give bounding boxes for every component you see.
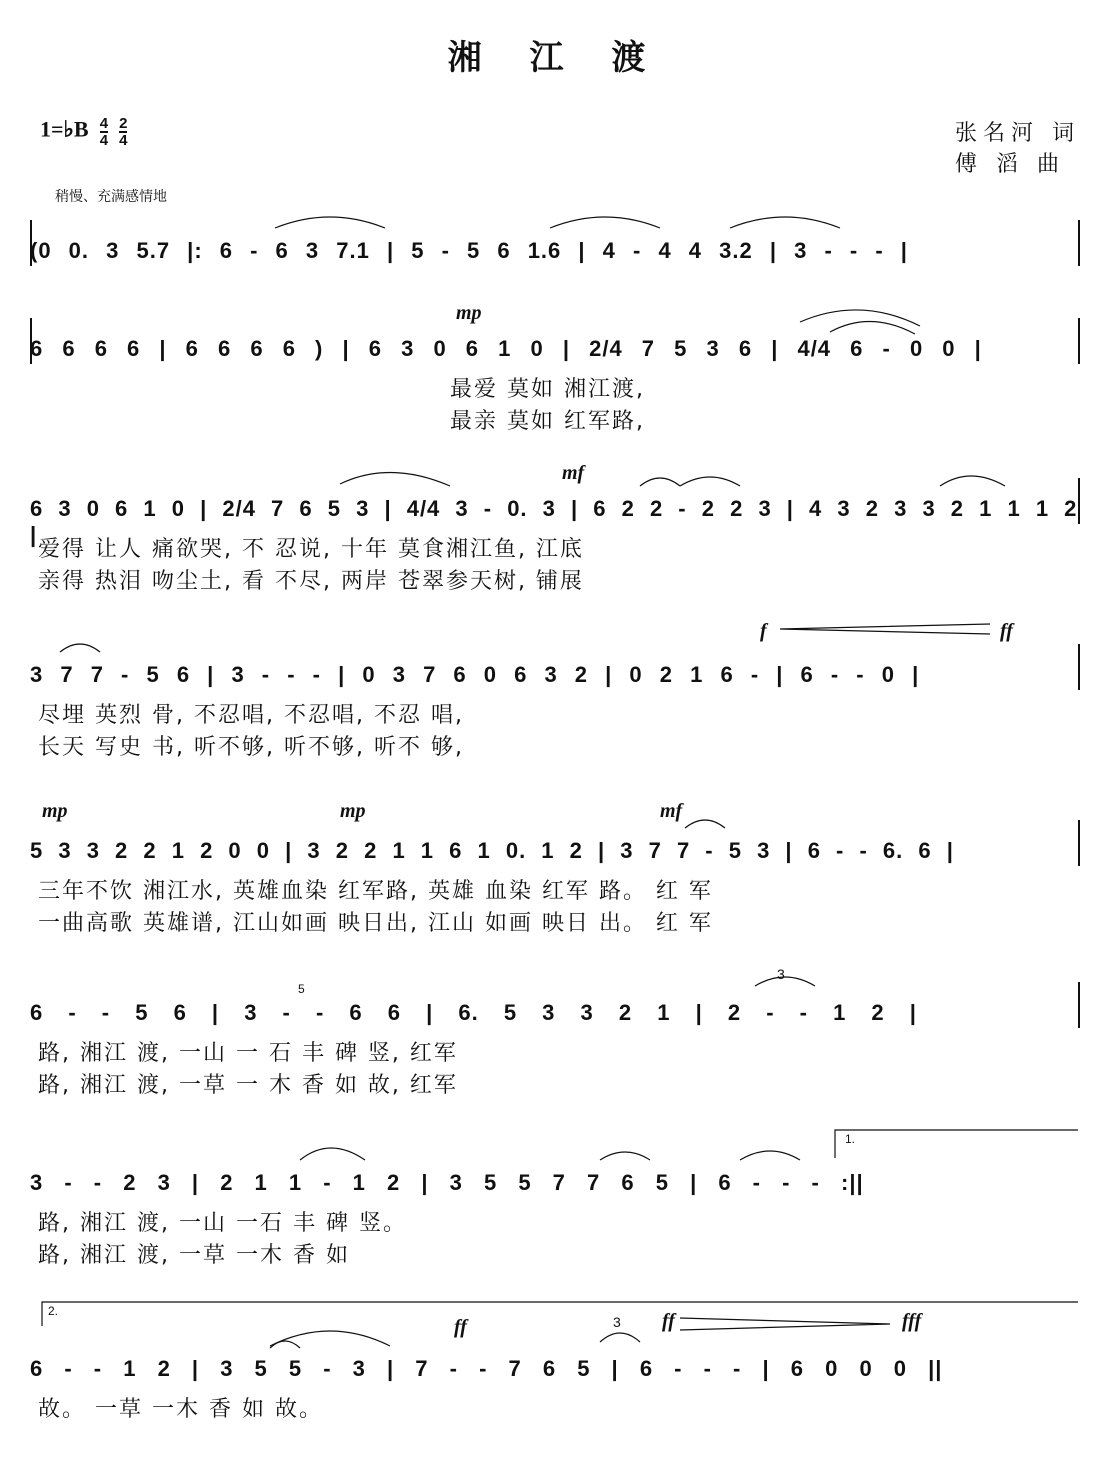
barline: [30, 220, 32, 266]
song-title: 湘 江 渡: [447, 38, 664, 78]
composer-credit: 傅 滔 曲: [955, 152, 1065, 177]
notes-line: 6 - - 5 6 | 3 - - 6 6 | 6. 5 3 3 2 1 | 2 - - 1 2 |: [30, 1000, 917, 1025]
time-signature-4-4: $\frac{4}{4}$: [99, 115, 109, 149]
dynamic-mark: f: [760, 620, 767, 642]
lyrics-verse-1: 路, 湘江 渡, 一山 一石 丰 碑 竖。: [38, 1211, 407, 1236]
barline: [1078, 318, 1080, 364]
lyrics-verse-1: 三年不饮 湘江水, 英雄血染 红军路, 英雄 血染 红军 路。 红 军: [38, 879, 713, 904]
dynamic-mark: fff: [902, 1310, 922, 1332]
notes-line: 6 3 0 6 1 0 | 2/4 7 6 5 3 | 4/4 3 - 0. 3 | 6 2 2 - 2 2 3 | 4 3 2 3 3 2 1 1 1 2 |: [30, 496, 1078, 547]
lyrics-verse-1: 路, 湘江 渡, 一山 一 石 丰 碑 竖, 红军: [38, 1041, 458, 1066]
grace-note: 5: [298, 982, 305, 996]
barline: [1078, 820, 1080, 866]
dynamic-mark: mp: [456, 302, 482, 324]
tempo-marking: 稍慢、充满感情地: [55, 189, 167, 205]
dynamic-mark: mf: [562, 462, 585, 484]
dynamic-mark: ff: [662, 1310, 675, 1332]
lyrics-verse-2: 亲得 热泪 吻尘土, 看 不尽, 两岸 苍翠参天树, 铺展: [38, 569, 584, 594]
lyricist-credit: 张名河 词: [955, 121, 1080, 146]
lyrics-verse-2: 路, 湘江 渡, 一草 一 木 香 如 故, 红军: [38, 1073, 458, 1098]
lyrics-verse-1: 最爱 莫如 湘江渡,: [450, 377, 645, 402]
dynamic-mark: mp: [340, 800, 366, 822]
tuplet-number: 3: [777, 966, 785, 982]
lyrics-verse-1: 尽埋 英烈 骨, 不忍唱, 不忍唱, 不忍 唱,: [38, 703, 464, 728]
dynamic-mark: ff: [454, 1316, 467, 1338]
dynamic-mark: ff: [1000, 620, 1013, 642]
tuplet-number: 3: [613, 1314, 621, 1330]
notes-line: 3 - - 2 3 | 2 1 1 - 1 2 | 3 5 5 7 7 6 5 | 6 - - - :||: [30, 1170, 864, 1195]
notes-line: 5 3 3 2 2 1 2 0 0 | 3 2 2 1 1 6 1 0. 1 2 | 3 7 7 - 5 3 | 6 - - 6. 6 |: [30, 838, 954, 863]
notes-line: 3 7 7 - 5 6 | 3 - - - | 0 3 7 6 0 6 3 2 | 0 2 1 6 - | 6 - - 0 |: [30, 662, 920, 687]
volta-1-label: 1.: [845, 1132, 856, 1146]
time-signature-2-4: $\frac{2}{4}$: [119, 115, 128, 149]
barline: [1078, 478, 1080, 524]
barline: [1078, 644, 1080, 690]
volta-2-label: 2.: [48, 1304, 59, 1318]
key-and-time: [40, 116, 127, 148]
lyrics-verse-2: 长天 写史 书, 听不够, 听不够, 听不 够,: [38, 735, 464, 760]
dynamic-mark: mf: [660, 800, 683, 822]
dynamic-mark: mp: [42, 800, 68, 822]
lyrics-verse-1: 爱得 让人 痛欲哭, 不 忍说, 十年 莫食湘江鱼, 江底: [38, 537, 584, 562]
notes-line: (0 0. 3 5.7 |: 6 - 6 3 7.1 | 5 - 5 6 1.6 | 4 - 4 4 3.2 | 3 - - - |: [30, 238, 908, 263]
key-signature: 1=♭B: [40, 116, 89, 142]
lyrics-verse-2: 一曲高歌 英雄谱, 江山如画 映日出, 江山 如画 映日 出。 红 军: [38, 911, 713, 936]
lyrics-verse-2: 最亲 莫如 红军路,: [450, 409, 645, 434]
barline: [1078, 982, 1080, 1028]
lyrics-verse-2: 路, 湘江 渡, 一草 一木 香 如: [38, 1243, 350, 1268]
notes-line: 6 - - 1 2 | 3 5 5 - 3 | 7 - - 7 6 5 | 6 - - - | 6 0 0 0 ||: [30, 1356, 943, 1381]
barline: [1078, 220, 1080, 266]
notes-line: 6 6 6 6 | 6 6 6 6 ) | 6 3 0 6 1 0 | 2/4 7 5 3 6 | 4/4 6 - 0 0 |: [30, 336, 982, 361]
barline: [30, 318, 32, 364]
lyrics-verse-1: 故。 一草 一木 香 如 故。: [38, 1397, 323, 1422]
